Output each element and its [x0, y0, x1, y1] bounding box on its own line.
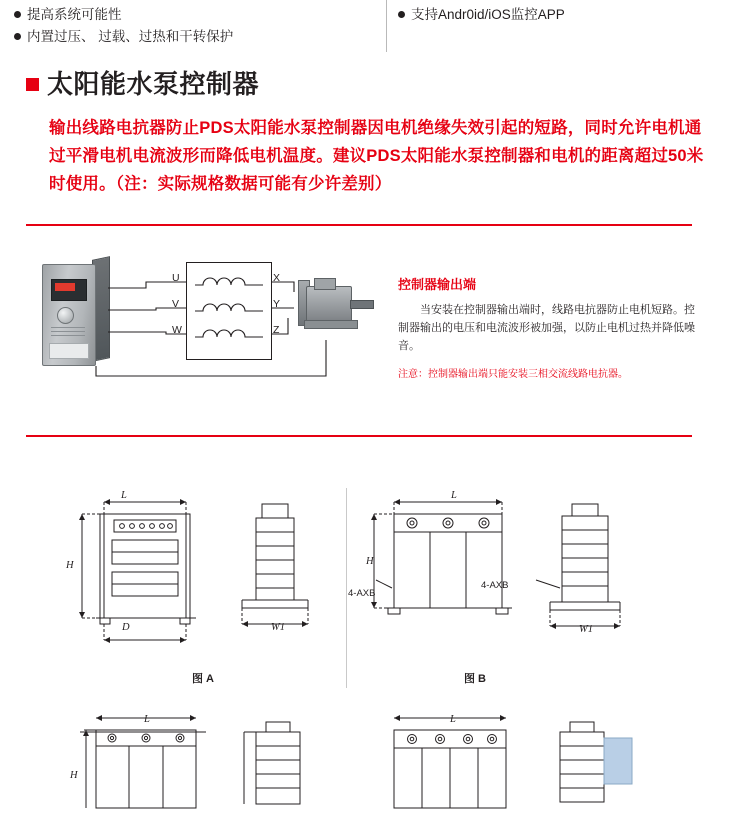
dimension-label-h-c: H: [70, 770, 78, 781]
dimension-label-l-a: L: [121, 490, 127, 501]
terminal-label-v: V: [172, 298, 180, 310]
list-item: [14, 4, 233, 26]
bullet-dot-icon: [14, 33, 21, 40]
bullet-dot-icon: [398, 11, 405, 18]
square-bullet-icon: [26, 78, 39, 91]
dimension-label-l-d: L: [450, 714, 456, 725]
technical-drawings: [26, 470, 726, 805]
coil-winding-2: [193, 299, 265, 319]
figure-d-side-view: [526, 708, 676, 818]
figure-caption-a: 图 A: [192, 673, 214, 685]
diagram-description-title: 控制器输出端: [398, 277, 477, 292]
dimension-label-d-a: D: [122, 622, 130, 633]
vertical-divider: [386, 0, 387, 52]
bullet-column-left: [14, 4, 233, 48]
bullet-column-right: [398, 4, 565, 26]
motor-base: [304, 320, 358, 329]
line-reactor-symbol: [186, 262, 272, 360]
coil-winding-3: [193, 325, 265, 345]
divider-rule-bottom: [26, 435, 692, 437]
dimension-label-h-a: H: [66, 560, 74, 571]
dimension-label-h-b: H: [366, 556, 374, 567]
dimension-label-l-c: L: [144, 714, 150, 725]
divider-rule-top: [26, 224, 692, 226]
list-item: [14, 26, 233, 48]
motor-terminal-box: [314, 278, 336, 290]
motor-illustration: [298, 276, 376, 338]
diagram-description-note: 注意：控制器输出端只能安装三相交流线路电抗器。: [398, 369, 628, 380]
coil-winding-1: [193, 273, 265, 293]
terminal-label-x: X: [273, 272, 281, 284]
terminal-label-z: Z: [273, 324, 280, 336]
list-item: [398, 4, 565, 26]
dimension-label-w1-b: W1: [579, 624, 593, 635]
terminal-label-u: U: [172, 272, 180, 284]
diagram-description-body: 当安装在控制器输出端时，线路电抗器防止电机短路。控制器输出的电压和电流波形被加强，以防止电机过热并降低噪音。: [398, 304, 695, 352]
motor-shaft: [350, 300, 374, 309]
dimension-label-l-b: L: [451, 490, 457, 501]
dimension-label-w1-a: W1: [271, 622, 285, 633]
top-bullets-block: [0, 0, 750, 56]
bullet-text: 内置过压、 过载、过热和干转保护: [27, 29, 234, 44]
figure-caption-b: 图 B: [464, 673, 486, 685]
motor-body: [306, 286, 352, 322]
terminal-label-w: W: [172, 324, 182, 336]
figure-c-side-view: [226, 708, 376, 818]
figure-a-side-view: [218, 488, 378, 678]
section-paragraph: 输出线路电抗器防止PDS太阳能水泵控制器因电机绝缘失效引起的短路，同时允许电机通过平滑电机电流波形而降低电机温度。建议PDS太阳能水泵控制器和电机的距离超过50米时使用。（注：实际规格数据可能有少许差别）: [49, 119, 704, 193]
bullet-dot-icon: [14, 11, 21, 18]
bullet-text: 提高系统可能性: [27, 7, 122, 22]
page-title: 太阳能水泵控制器: [47, 69, 260, 99]
terminal-label-y: Y: [273, 298, 281, 310]
wiring-diagram: [26, 248, 695, 398]
hole-tag-b-right: 4-AXB: [481, 580, 509, 591]
bullet-text: 支持Andr0id/iOS监控APP: [411, 7, 565, 22]
section-title-row: [26, 64, 259, 101]
hole-tag-b-left: 4-AXB: [348, 588, 376, 599]
diagram-description-block: [398, 274, 698, 382]
figure-b-side-view: [526, 488, 676, 678]
